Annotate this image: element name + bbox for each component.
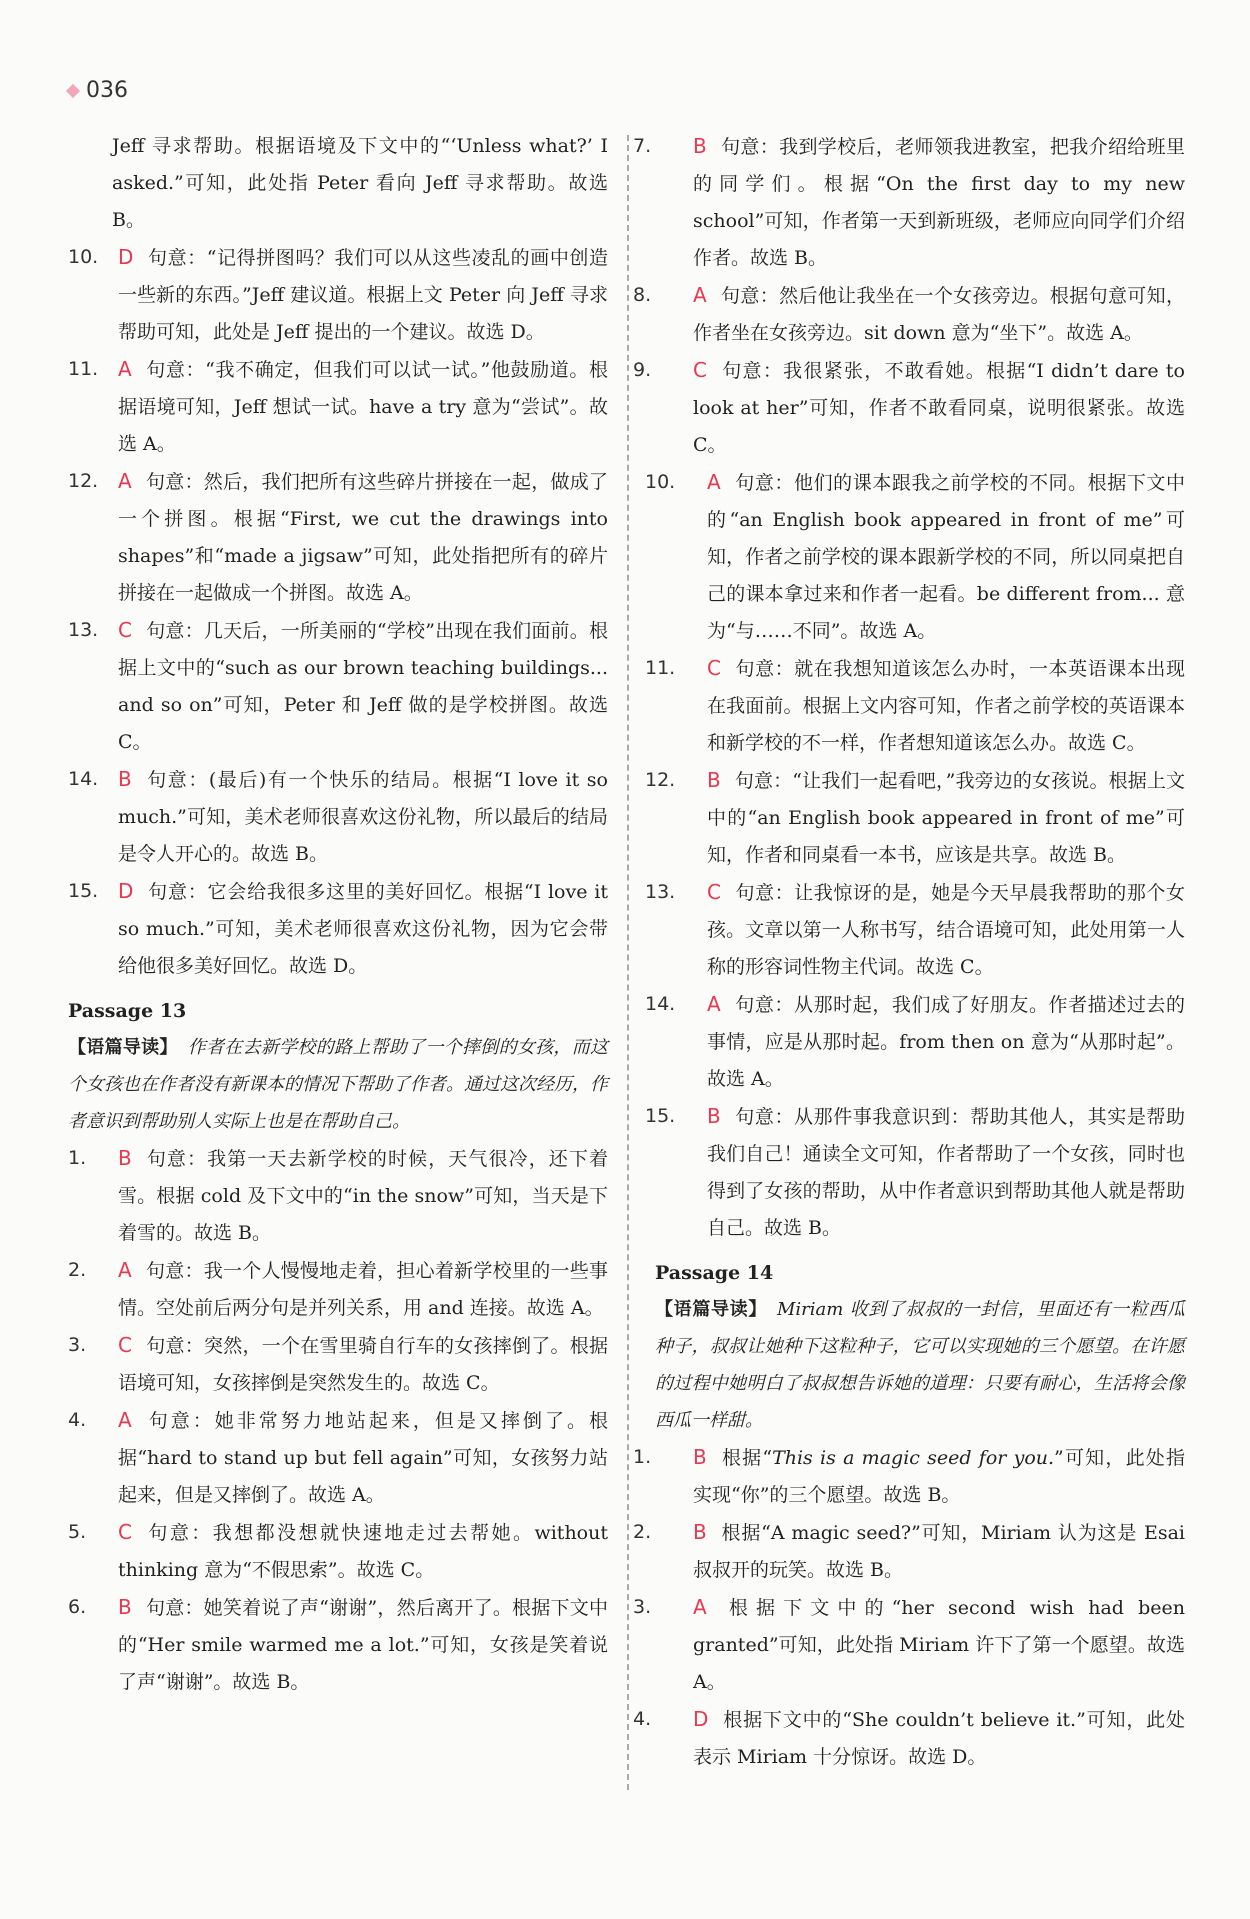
- answer-item: 4. D 根据下文中的“She couldn’t believe it.”可知，此处表示 Miriam 十分惊讶。故选 D。: [633, 1707, 1185, 1768]
- passage-13-guide: 【语篇导读】 作者在去新学校的路上帮助了一个摔倒的女孩，而这个女孩也在作者没有新课本的情况下帮助了作者。通过这次经历，作者意识到帮助别人实际上也是在帮助自己。: [68, 1037, 609, 1132]
- answer-item: 5. C 句意：我想都没想就快速地走过去帮她。without thinking 意为“不假思索”。故选 C。: [68, 1520, 608, 1581]
- answer-item: 2. A 句意：我一个人慢慢地走着，担心着新学校里的一些事情。空处前后两分句是并列关系，用 and 连接。故选 A。: [68, 1258, 608, 1319]
- left-items: [68, 239, 608, 985]
- answer-item: 15. B 句意：从那件事我意识到：帮助其他人，其实是帮助我们自己！通读全文可知，作者帮助了一个女孩，同时也得到了女孩的帮助，从中作者意识到帮助其他人就是帮助自己。故选 B。: [645, 1104, 1185, 1239]
- diamond-icon: [66, 83, 80, 97]
- answer-item: 1. B 根据“This is a magic seed for you.”可知，此处指实现“你”的三个愿望。故选 B。: [633, 1445, 1185, 1506]
- answer-item: 3. C 句意：突然，一个在雪里骑自行车的女孩摔倒了。根据语境可知，女孩摔倒是突然发生的。故选 C。: [68, 1333, 608, 1394]
- answer-item: 14. B 句意：(最后)有一个快乐的结局。根据“I love it so much.”可知，美术老师很喜欢这份礼物，所以最后的结局是令人开心的。故选 B。: [68, 767, 608, 865]
- page-number: 036: [68, 78, 128, 103]
- answer-item: 14. A 句意：从那时起，我们成了好朋友。作者描述过去的事情，应是从那时起。from then on 意为“从那时起”。故选 A。: [645, 992, 1185, 1090]
- passage-13-title: Passage 13: [68, 1000, 187, 1022]
- answer-item: 13. C 句意：几天后，一所美丽的“学校”出现在我们面前。根据上文中的“such as our brown teaching buildings... and so on”可知，Peter 和 Jeff 做的是学校拼图。故选 C。: [68, 618, 608, 753]
- passage-14-items: [633, 1439, 1185, 1776]
- answer-item: 11. A 句意：“我不确定，但我们可以试一试。”他鼓励道。根据语境可知，Jeff 想试一试。have a try 意为“尝试”。故选 A。: [68, 357, 608, 455]
- answer-item: 12. A 句意：然后，我们把所有这些碎片拼接在一起，做成了一个拼图。根据“First, we cut the drawings into shapes”和“made a jigsaw”可知，此处指把所有的碎片拼接在一起做成一个拼图。故选 A。: [68, 469, 608, 604]
- answer-item: 10. A 句意：他们的课本跟我之前学校的不同。根据下文中的“an English book appeared in front of me”可知，作者之前学校的课本跟新学校的不同，所以同桌把自己的课本拿过来和作者一起看。be different from... 意为“与……不同”。故选 A。: [645, 470, 1185, 642]
- right-column: [633, 128, 1185, 1776]
- answer-item: 13. C 句意：让我惊讶的是，她是今天早晨我帮助的那个女孩。文章以第一人称书写，结合语境可知，此处用第一人称的形容词性物主代词。故选 C。: [645, 880, 1185, 978]
- answer-item: 7. B 句意：我到学校后，老师领我进教室，把我介绍给班里的同学们。根据“On the first day to my new school”可知，作者第一天到新班级，老师应向同学们介绍作者。故选 B。: [633, 134, 1185, 269]
- answer-item: 15. D 句意：它会给我很多这里的美好回忆。根据“I love it so much.”可知，美术老师很喜欢这份礼物，因为它会带给他很多美好回忆。故选 D。: [68, 879, 608, 977]
- answer-item: 6. B 句意：她笑着说了声“谢谢”，然后离开了。根据下文中的“Her smile warmed me a lot.”可知，女孩是笑着说了声“谢谢”。故选 B。: [68, 1595, 608, 1693]
- answer-item: 11. C 句意：就在我想知道该怎么办时，一本英语课本出现在我面前。根据上文内容可知，作者之前学校的英语课本和新学校的不一样，作者想知道该怎么办。故选 C。: [645, 656, 1185, 754]
- continued-answer: Jeff 寻求帮助。根据语境及下文中的“‘Unless what?’ I asked.”可知，此处指 Peter 看向 Jeff 寻求帮助。故选 B。: [112, 135, 608, 231]
- answer-item: 12. B 句意：“让我们一起看吧，”我旁边的女孩说。根据上文中的“an English book appeared in front of me”可知，作者和同桌看一本书，应该是共享。故选 B。: [645, 768, 1185, 866]
- answer-item: 3. A 根据下文中的“her second wish had been granted”可知，此处指 Miriam 许下了第一个愿望。故选 A。: [633, 1595, 1185, 1693]
- answer-item: 9. C 句意：我很紧张，不敢看她。根据“I didn’t dare to look at her”可知，作者不敢看同桌，说明很紧张。故选 C。: [633, 358, 1185, 456]
- answer-item: 1. B 句意：我第一天去新学校的时候，天气很冷，还下着雪。根据 cold 及下文中的“in the snow”可知，当天是下着雪的。故选 B。: [68, 1146, 608, 1244]
- answer-item: 10. D 句意：“记得拼图吗？我们可以从这些凌乱的画中创造一些新的东西。”Jeff 建议道。根据上文 Peter 向 Jeff 寻求帮助可知，此处是 Jeff 提出的一个建议。故选 D。: [68, 245, 608, 343]
- answer-item: 4. A 句意：她非常努力地站起来，但是又摔倒了。根据“hard to stand up but fell again”可知，女孩努力站起来，但是又摔倒了。故选 A。: [68, 1408, 608, 1506]
- left-column: [68, 128, 608, 1701]
- passage-14-title: Passage 14: [655, 1262, 774, 1284]
- answer-item: 8. A 句意：然后他让我坐在一个女孩旁边。根据句意可知，作者坐在女孩旁边。sit down 意为“坐下”。故选 A。: [633, 283, 1185, 344]
- passage-13-items: [68, 1140, 608, 1701]
- column-divider: [627, 135, 629, 1790]
- passage-14-guide: 【语篇导读】 Miriam 收到了叔叔的一封信，里面还有一粒西瓜种子，叔叔让她种下这粒种子，它可以实现她的三个愿望。在许愿的过程中她明白了叔叔想告诉她的道理：只要有耐心，生活将会像西瓜一样甜。: [655, 1299, 1185, 1431]
- answer-item: 2. B 根据“A magic seed?”可知，Miriam 认为这是 Esai 叔叔开的玩笑。故选 B。: [633, 1520, 1185, 1581]
- right-items: [633, 128, 1185, 1247]
